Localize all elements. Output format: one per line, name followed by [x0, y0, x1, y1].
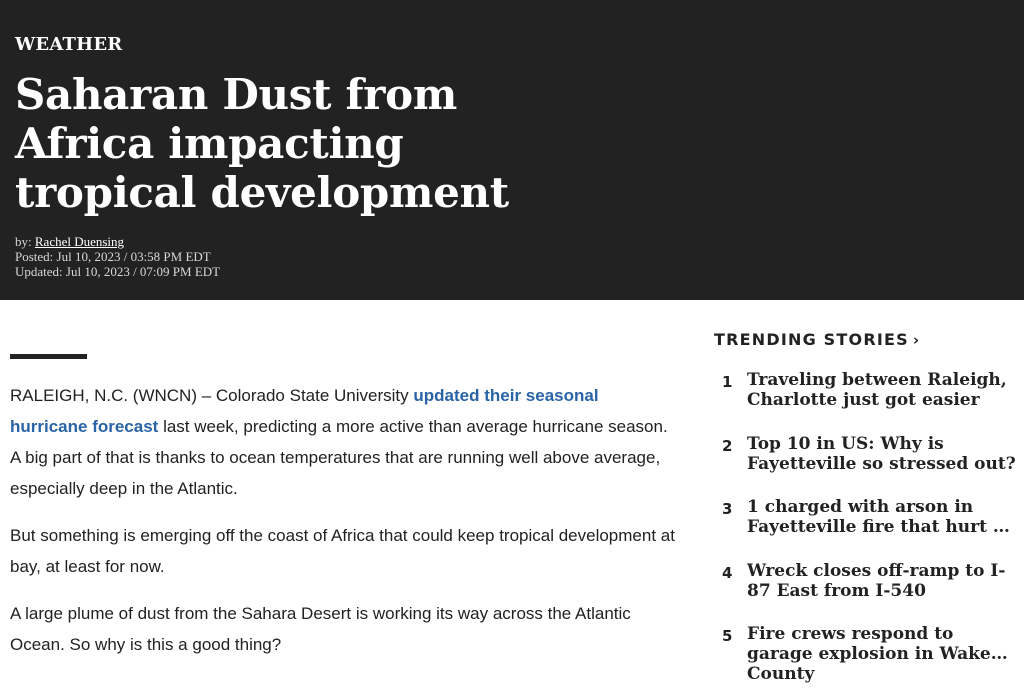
paragraph-2: But something is emerging off the coast of Africa that could keep tropical development at bay, at least for now.: [10, 526, 675, 576]
trending-title[interactable]: 1 charged with arson in Fayetteville fire that hurt …: [747, 497, 1010, 537]
paragraph-1-intro: RALEIGH, N.C. (WNCN) – Colorado State University: [10, 386, 414, 405]
section-divider: [10, 354, 87, 359]
chevron-right-icon: ›: [912, 331, 921, 349]
trending-title[interactable]: Traveling between Raleigh, Charlotte just got easier: [747, 370, 1007, 410]
trending-stories-heading[interactable]: [714, 330, 920, 349]
trending-item-5[interactable]: [714, 624, 1014, 688]
trending-list: [714, 370, 1014, 688]
paragraph-3: A large plume of dust from the Sahara Desert is working its way across the Atlantic Ocean. So why is this a good thing?: [10, 604, 631, 654]
trending-title[interactable]: Top 10 in US: Why is Fayetteville so stressed out?: [747, 433, 1016, 474]
paragraph-1-rest: last week, predicting a more active than average hurricane season. A big part of that is thanks to ocean temperatures that are running well above average, especially deep in the Atlantic.: [10, 417, 668, 498]
trending-rank: 1: [722, 373, 733, 391]
trending-item-4[interactable]: [714, 561, 1014, 625]
posted-timestamp: Posted: Jul 10, 2023 / 03:58 PM EDT: [15, 249, 211, 264]
trending-title[interactable]: Wreck closes off-ramp to I-87 East from I-540: [747, 560, 1006, 601]
article-headline: Saharan Dust from Africa impacting tropical development: [15, 70, 509, 217]
article-text: [10, 380, 675, 676]
trending-rank: 2: [722, 436, 733, 455]
trending-item-2[interactable]: [714, 434, 1014, 498]
category-link[interactable]: WEATHER: [15, 34, 123, 55]
trending-stories-label: TRENDING STORIES: [714, 330, 909, 349]
trending-item-1[interactable]: [714, 370, 1014, 434]
trending-title[interactable]: Fire crews respond to garage explosion in Wake County: [747, 624, 991, 684]
hurricane-forecast-link[interactable]: updated their seasonal hurricane forecast: [10, 386, 599, 436]
article-header: [0, 0, 1024, 300]
trending-rank: 5: [722, 627, 733, 645]
byline-prefix: by:: [15, 234, 32, 249]
trending-rank: 4: [722, 563, 733, 582]
paragraph-1: [10, 380, 675, 504]
article-meta: [15, 234, 220, 279]
trending-rank: 3: [722, 500, 733, 518]
updated-timestamp: Updated: Jul 10, 2023 / 07:09 PM EDT: [15, 264, 221, 279]
byline: [15, 234, 220, 249]
trending-item-3[interactable]: [714, 497, 1014, 561]
author-link[interactable]: Rachel Duensing: [34, 234, 125, 249]
